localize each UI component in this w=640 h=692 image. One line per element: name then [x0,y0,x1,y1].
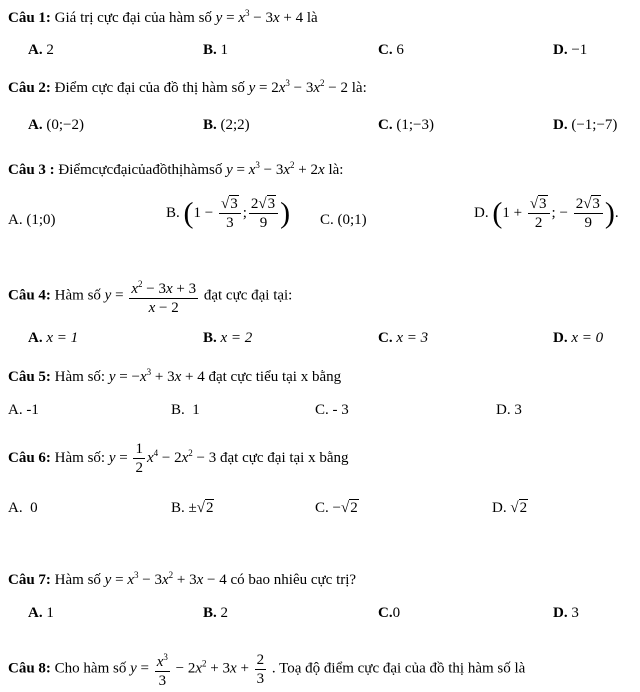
question-1-option-d[interactable]: D. −1 [553,42,588,58]
question-2-option-a[interactable]: A. (0;−2) [28,117,84,133]
question-1-option-a[interactable]: A. 2 [28,42,54,58]
question-6-label: Câu 6: [8,449,51,466]
question-6-tail: đạt cực đại tại x bằng [220,449,349,466]
question-2-tail: là: [351,80,367,96]
question-7-equation: y [104,572,112,588]
question-6-text: Hàm số: [54,449,106,466]
question-5-option-b[interactable]: B. 1 [171,402,200,418]
question-8-equation: y [130,660,137,677]
question-7-text: Hàm số [54,572,101,588]
question-1-text: Giá trị cực đại của hàm số [54,10,212,26]
question-1-equation: y [215,10,223,26]
question-7-label: Câu 7: [8,572,51,588]
question-6-option-c[interactable]: C. −√2 [315,500,358,516]
question-3-text: Điểmcựcđạicủađồthịhàmsố [58,162,223,178]
question-3: Câu 3 : Điểmcựcđạicủađồthịhàmsố $y = x^3 - 3x^2 + 2x$ là: [8,160,344,178]
question-3-label: Câu 3 : [8,162,55,178]
question-5-label: Câu 5: [8,369,51,385]
question-4-option-b[interactable]: B. x = 2 [203,330,253,346]
question-4: Câu 4: Hàm số y = $\frac{x^2 - 3x + 3}{x - 2}$ đạt cực đại tại: [8,275,292,317]
question-3-equation: y [226,162,233,178]
question-6-option-d[interactable]: D. √2 [492,500,528,516]
question-5-text: Hàm số: [54,369,106,385]
question-2-text: Điểm cực đại của đồ thị hàm số [54,80,245,96]
question-4-text: Hàm số [54,287,101,304]
question-2: Câu 2: Điểm cực đại của đồ thị hàm số $y = 2x^3 - 3x^2 - 2$ là: [8,78,367,96]
question-4-label: Câu 4: [8,287,51,304]
question-1-option-b[interactable]: B. 1 [203,42,229,58]
question-6: Câu 6: Hàm số: y = $\frac{1}{2}$ $x^4 - 2x^2 - 3$ đạt cực đại tại x bằng [8,441,349,476]
question-3-option-c[interactable]: C. (0;1) [320,212,367,228]
question-5-option-c[interactable]: C. - 3 [315,402,349,418]
question-3-tail: là: [328,162,344,178]
question-8-label: Câu 8: [8,660,51,677]
question-8-tail: . Toạ độ điểm cực đại của đồ thị hàm số là [271,660,526,677]
question-5-option-a[interactable]: A. -1 [8,402,39,418]
question-1: Câu 1: Giá trị cực đại của hàm số $y = x^3 - 3x + 4$ là [8,8,318,26]
question-1-option-c[interactable]: C. 6 [378,42,404,58]
question-7: Câu 7: Hàm số $y = x^3 - 3x^2 + 3x - 4$ có bao nhiêu cực trị? [8,570,357,588]
question-8-text: Cho hàm số [54,660,127,677]
question-8: Câu 8: Cho hàm số y = $\frac{x^3}{3}$ − $2x^2 + 3x$ + $\frac{2}{3}$ . Toạ độ điểm cực đại của đồ thị hàm số là [8,648,525,690]
question-2-option-b[interactable]: B. (2;2) [203,117,250,133]
question-2-option-d[interactable]: D. (−1;−7) [553,117,618,133]
question-4-tail: đạt cực đại tại: [203,287,293,304]
question-7-option-a[interactable]: A. 1 [28,605,54,621]
question-6-option-b[interactable]: B. ±√2 [171,500,214,516]
question-2-equation: y [248,80,256,96]
question-6-option-a[interactable]: A. 0 [8,500,38,516]
question-6-equation: y [108,449,116,466]
question-1-label: Câu 1: [8,10,51,26]
question-5: Câu 5: Hàm số: $y = -x^3 + 3x + 4$ đạt cực tiểu tại x bằng [8,367,342,385]
question-7-tail: có bao nhiêu cực trị? [230,572,357,588]
question-7-option-b[interactable]: B. 2 [203,605,229,621]
question-4-option-a[interactable]: A. x = 1 [28,330,79,346]
question-1-tail: là [306,10,318,26]
question-5-equation: y [108,369,116,385]
question-3-option-b[interactable]: B. (1 − $\frac{√3}{3}$ ; $\frac{2√3}{9}$ ) [166,196,291,231]
question-4-equation: y [104,287,112,304]
question-4-option-d[interactable]: D. x = 0 [553,330,604,346]
question-7-option-d[interactable]: D. 3 [553,605,579,621]
question-4-option-c[interactable]: C. x = 3 [378,330,429,346]
question-7-option-c[interactable]: C.0 [378,605,401,621]
question-5-option-d[interactable]: D. 3 [496,402,522,418]
question-5-tail: đạt cực tiểu tại x bằng [208,369,342,385]
question-2-option-c[interactable]: C. (1;−3) [378,117,434,133]
question-3-option-a[interactable]: A. (1;0) [8,212,56,228]
question-2-label: Câu 2: [8,80,51,96]
question-3-option-d[interactable]: D. (1 + $\frac{√3}{2}$ ; − $\frac{2√3}{9}$ ). [474,196,619,231]
